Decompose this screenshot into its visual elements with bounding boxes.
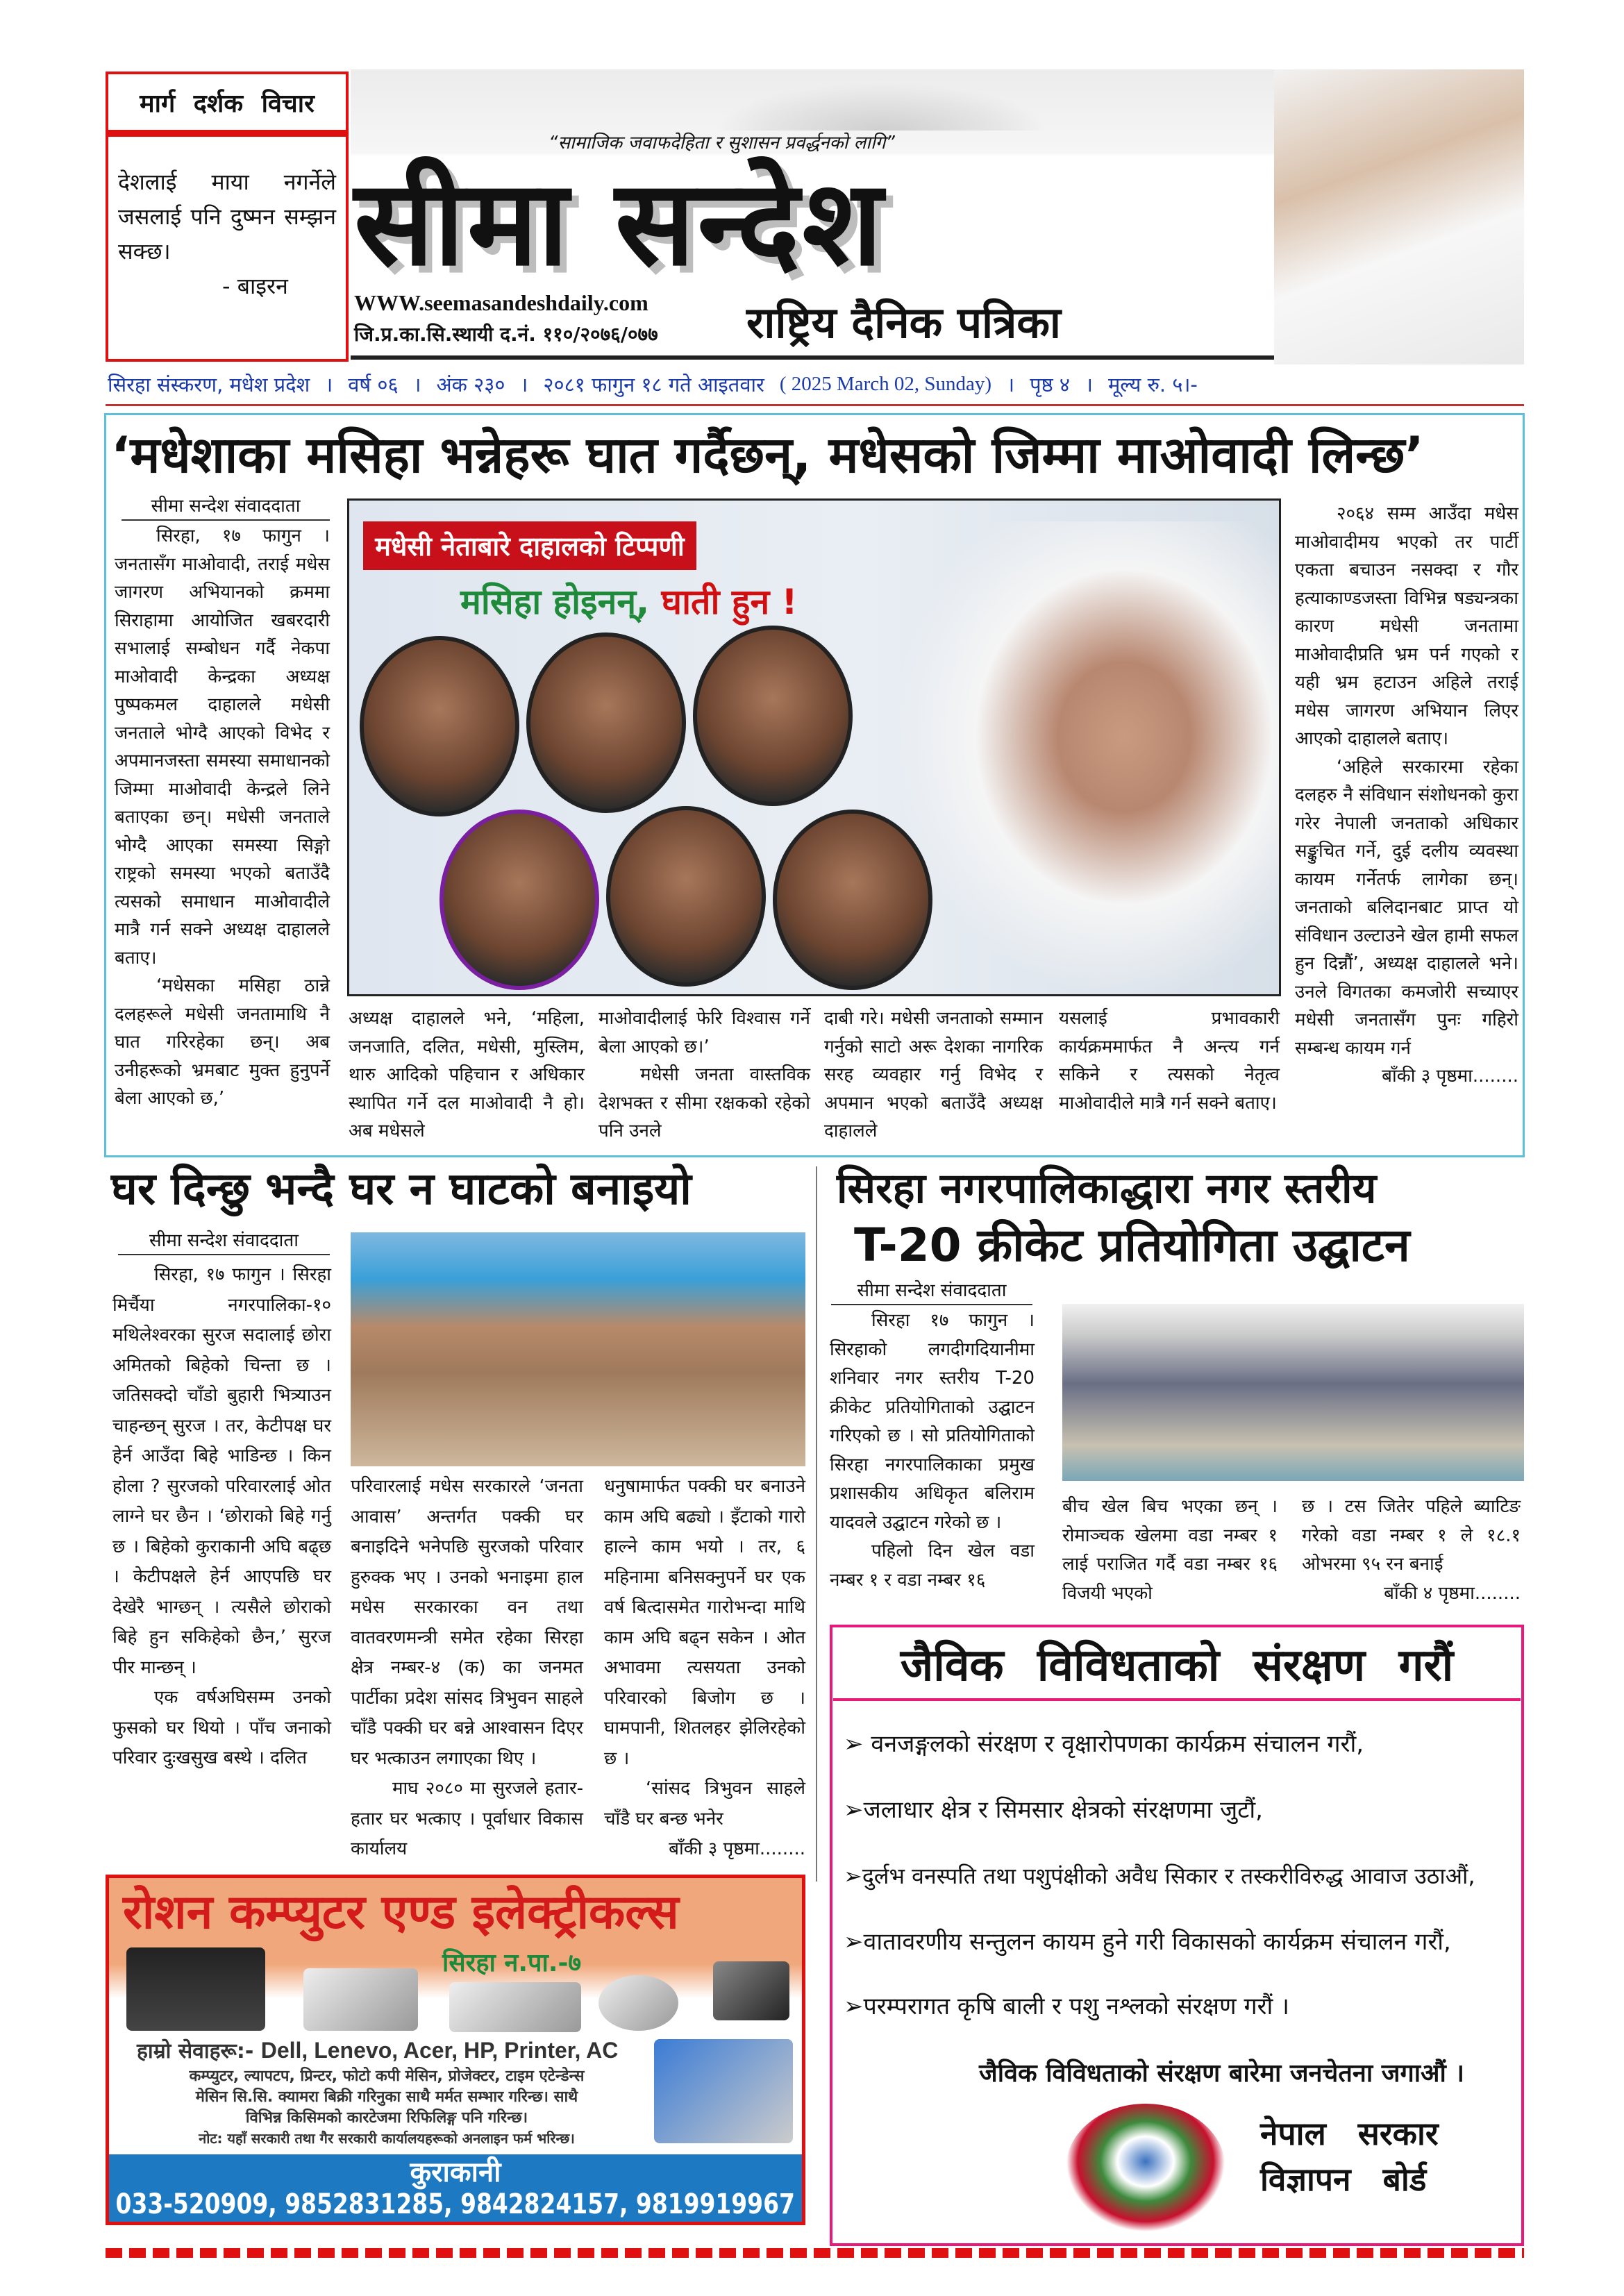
ad-line-text: मेसिन सि.सि. क्यामरा बिक्री गरिनुका साथै मर्मत सम्भार गरिन्छ। साथै bbox=[195, 2088, 578, 2106]
arrow-bullet-icon: ➢ bbox=[844, 1730, 864, 1758]
ad-line bbox=[130, 2088, 644, 2106]
bullet-text: वनजङ्गलको संरक्षण र वृक्षारोपणका कार्यक्रम संचालन गरौं, bbox=[871, 1730, 1364, 1758]
house-article-col2 bbox=[351, 1472, 583, 1865]
paragraph: मधेसी जनता वास्तविक देशभक्त र सीमा रक्षकको रहेको पनि उनले bbox=[598, 1064, 810, 1141]
house-article-col3 bbox=[604, 1472, 805, 1865]
projector-image bbox=[449, 1982, 581, 2032]
quote-author: - बाइरन bbox=[222, 273, 288, 299]
cricket-headline-line1 bbox=[837, 1164, 1517, 1214]
ad-note bbox=[130, 2129, 644, 2148]
ad-contact bbox=[109, 2154, 802, 2222]
issuer-line1: नेपाल सरकार bbox=[1260, 2115, 1439, 2152]
paragraph: परिवारलाई मधेस सरकारले ‘जनता आवास’ अन्तर्गत पक्की घर बनाइदिने भनेपछि सुरजको परिवार हुरुक्क भए । उनको भनाइमा हाल मधेस सरकारका वन तथा वातवरणमन्त्री समेत रहेका सिरहा क्षेत्र नम्बर-४ (क) का जनमत पार्टीका प्रदेश सांसद त्रिभुवन साहले चाँडै पक्की घर बन्ने आश्वासन दिएर घर भत्काउन लगाएका थिए । bbox=[351, 1476, 583, 1769]
notice-title: जैविक विविधताको संरक्षण गरौं bbox=[833, 1628, 1521, 1701]
continued-link[interactable]: बाँकी ४ पृष्ठमा........ bbox=[1384, 1582, 1521, 1604]
model-photo bbox=[1274, 69, 1524, 364]
notice-bullet bbox=[844, 1729, 1514, 1759]
newspaper-title-text: सीमा सन्देश bbox=[354, 155, 886, 292]
column-divider bbox=[816, 1166, 817, 1882]
house-article-col1 bbox=[112, 1260, 331, 1774]
continued-link[interactable]: बाँकी ३ पृष्ठमा........ bbox=[1382, 1066, 1518, 1087]
dahal-photo-collage bbox=[347, 498, 1281, 996]
paragraph: अध्यक्ष दाहालले भने, ‘महिला, जनजाति, दलित, मधेसी, मुस्लिम, थारु आदिको पहिचान र अधिकार स्थापित गर्ने दल माओवादी नै हो। अब मधेसले bbox=[349, 1008, 585, 1141]
price: मूल्य रु. ५।- bbox=[1107, 372, 1198, 396]
quote-box bbox=[106, 133, 349, 362]
masthead-tagline: “सामाजिक जवाफदेहिता र सुशासन प्रवर्द्धनको लागि” bbox=[549, 133, 895, 153]
arrow-bullet-icon: ➢ bbox=[844, 1863, 862, 1889]
page-number: पृष्ठ ४ bbox=[1030, 372, 1070, 396]
notice-bullet bbox=[844, 1795, 1514, 1825]
bullet-text: जलाधार क्षेत्र र सिमसार क्षेत्रको संरक्षणमा जुटौं, bbox=[863, 1796, 1263, 1824]
top-article-col2 bbox=[349, 1005, 585, 1146]
ad-location: सिरहा न.पा.-७ bbox=[442, 1949, 582, 1977]
paragraph: सिरहा, १७ फागुन । जनतासँग माओवादी, तराई मधेस जागरण अभियानको क्रममा सिराहामा आयोजित खबरदारी सभालाई सम्बोधन गर्दै नेकपा माओवादी केन्द्रका अध्यक्ष पुष्पकमल दाहालले मधेसी जनताले भोग्दै आएको विभेद र अपमानजस्ता समस्या समाधानको जिम्मा माओवादी केन्द्रले लिने बताएका छन्। मधेसी जनताले भोग्दै आएका समस्या सिङ्गो राष्ट्रको समस्या भएको बताउँदै त्यसको समाधान माओवादीले मात्रै गर्न सक्ने अध्यक्ष दाहालले बताए। bbox=[115, 526, 330, 969]
paragraph: छ । टस जितेर पहिले ब्याटिङ गरेको वडा नम्बर १ ले १८.१ ओभरमा ९५ रन बनाई bbox=[1302, 1496, 1521, 1575]
paragraph: ‘अहिले सरकारमा रहेका दलहरु नै संविधान संशोधनको कुरा गरेर नेपाली जनताको अधिकार सङ्कुचित गर्ने, दुई दलीय व्यवस्था कायम गर्नेतर्फ लागेका छन्। जनताको बलिदानबाट प्राप्त यो संविधान उल्टाउने खेल हामी सफल हुन दिन्नौं’, अध्यक्ष दाहालले भने। उनले विगतका कमजोरी सच्याएर मधेसी जनतासँग पुनः गहिरो सम्बन्ध कायम गर्न bbox=[1295, 756, 1518, 1059]
cricket-headline-line2 bbox=[854, 1218, 1514, 1273]
byline: सीमा सन्देश संवाददाता bbox=[831, 1277, 1032, 1305]
paragraph: माघ २०८० मा सुरजले हतार-हतार घर भत्काए । पूर्वाधार विकास कार्यालय bbox=[351, 1778, 583, 1859]
issue: अंक २३० bbox=[436, 372, 505, 396]
cctv-camera-image bbox=[713, 1961, 789, 2020]
dashed-border bbox=[106, 2248, 1524, 2258]
bullet-text: परम्परागत कृषि बाली र पशु नश्लको संरक्षण गरौं । bbox=[863, 1993, 1289, 2020]
computer-shop-advertisement bbox=[106, 1875, 805, 2225]
ad-note-text: नोट: यहाँ सरकारी तथा गैर सरकारी कार्यालयहरूको अनलाइन फर्म भरिन्छ। bbox=[199, 2130, 575, 2147]
house-article-headline-text: घर दिन्छु भन्दै घर न घाटको बनाइयो bbox=[111, 1164, 692, 1215]
dome-camera-image bbox=[598, 1975, 678, 2031]
masthead-subtitle bbox=[746, 295, 1267, 351]
bullet-text: वातावरणीय सन्तुलन कायम हुने गरी विकासको कार्यक्रम संचालन गरौं, bbox=[863, 1928, 1451, 1956]
quote-text: देशलाई माया नगर्नेले जसलाई पनि दुष्मन सम्झन सक्छ। bbox=[118, 169, 336, 265]
cricket-article-col3 bbox=[1302, 1493, 1521, 1608]
issuer-line2: विज्ञापन बोर्ड bbox=[1260, 2161, 1427, 2198]
paragraph: पहिलो दिन खेल वडा नम्बर १ र वडा नम्बर १६ bbox=[830, 1541, 1035, 1591]
paragraph: माओवादीलाई फेरि विश्वास गर्ने बेला आएको छ।’ bbox=[598, 1008, 810, 1057]
slogan-green: मसिहा होइनन्, bbox=[460, 582, 650, 622]
ad-services bbox=[137, 2036, 637, 2065]
ad-title-text: रोशन कम्प्युटर एण्ड इलेक्ट्रीकल्स bbox=[123, 1885, 679, 1940]
paragraph: बीच खेल बिच भएका छन् । रोमाञ्चक खेलमा वडा नम्बर १ लाई पराजित गर्दै वडा नम्बर १६ विजयी भएको bbox=[1062, 1496, 1278, 1604]
continued-link[interactable]: बाँकी ३ पृष्ठमा........ bbox=[669, 1838, 805, 1859]
masthead-rule bbox=[351, 355, 1274, 360]
services-brands: Dell, Lenevo, Acer, HP, Printer, AC bbox=[260, 2038, 619, 2063]
services-label: हाम्रो सेवाहरू:- bbox=[137, 2039, 254, 2063]
ad-line bbox=[130, 2067, 644, 2086]
notice-bullet bbox=[844, 1861, 1514, 1891]
paragraph: २०६४ सम्म आउँदा मधेस माओवादीमय भएको तर पार्टी एकता बचाउन नसक्दा र गौर हत्याकाण्डजस्ता विभिन्न षड्यन्त्रका कारण मधेसी जनतामा माओवादीप्रति भ्रम पर्न गएको र यही भ्रम हटाउन अहिले तराई मधेस जागरण अभियान लिएर आएको दाहालले बताए। bbox=[1295, 503, 1518, 749]
phone-numbers: 033-520909, 9852831285, 9842824157, 9819919967 bbox=[115, 2188, 796, 2220]
cricket-article-col2 bbox=[1062, 1493, 1278, 1608]
top-article-col3 bbox=[598, 1005, 810, 1146]
photo-slogan bbox=[460, 577, 797, 624]
photo-banner: मधेसी नेताबारे दाहालको टिप्पणी bbox=[363, 521, 696, 570]
arrow-bullet-icon: ➢ bbox=[844, 1993, 864, 2020]
cricket-article-col1 bbox=[830, 1307, 1035, 1595]
notice-bullet bbox=[844, 1927, 1514, 1957]
paragraph: दाबी गरे। मधेसी जनताको सम्मान गर्नुको साटो अरू देशका नागरिक सरह व्यवहार गर्नु विभेद र अपमान भएको बताउँदै अध्यक्ष दाहालले bbox=[824, 1008, 1043, 1141]
newspaper-title bbox=[354, 155, 1271, 292]
paragraph: धनुषामार्फत पक्की घर बनाउने काम अघि बढ्यो । इँटाको गारो हाल्ने काम भयो । तर, ६ महिनामा बनिसक्नुपर्ने घर एक वर्ष बित्दासमेत गारोभन्दा माथि काम अघि बढ्न सकेन । ओत अभावमा त्यसयता उनको परिवारको बिजोग छ । घामपानी, शितलहर झेलिरहेको छ । bbox=[604, 1476, 805, 1769]
paragraph: एक वर्षअघिसम्म उनको फुसको घर थियो । पाँच जनाको परिवार दुःखसुख बस्थे । दलित bbox=[112, 1687, 331, 1768]
paragraph: ‘सांसद त्रिभुवन साहले चाँडै घर बन्छ भनेर bbox=[604, 1778, 805, 1829]
divider bbox=[106, 404, 1524, 406]
notice-issuer bbox=[1260, 2111, 1439, 2202]
top-article-right-col bbox=[1295, 500, 1518, 1091]
leader-portrait bbox=[606, 806, 766, 987]
speaker-photo bbox=[891, 521, 1280, 996]
leader-portrait bbox=[526, 632, 686, 813]
contact-label: कुराकानी bbox=[410, 2156, 501, 2188]
edition: सिरहा संस्करण, मधेश प्रदेश bbox=[108, 372, 310, 396]
top-article-headline-text: ‘मधेशाका मसिहा भन्नेहरू घात गर्दैछन्, मधेसको जिम्मा माओवादी लिन्छ’ bbox=[111, 426, 1424, 484]
nepal-emblem-logo bbox=[1066, 2104, 1225, 2232]
separator: । bbox=[1085, 372, 1093, 396]
top-article-headline bbox=[111, 424, 1521, 487]
laptop-image bbox=[654, 2039, 793, 2143]
paragraph: सिरहा, १७ फागुन । सिरहा मिर्चैया नगरपालिका-१० मथिलेश्वरका सुरज सदालाई छोरा अमितको बिहेको चिन्ता छ । जतिसक्दो चाँडो बुहारी भित्र्याउन चाहन्छन् सुरज । तर, केटीपक्ष घर हेर्न आउँदा बिहे भाडिन्छ । किन होला ? सुरजको परिवारलाई ओत लाग्ने घर छैन । ‘छोराको बिहे गर्नु छ । बिहेको कुराकानी अघि बढ्छ । केटीपक्षले हेर्न आएपछि घर देखेरै भाग्छन् । त्यसैले छोराको बिहे हुन सकिहेको छैन,’ सुरज पीर मान्छन् । bbox=[112, 1264, 331, 1678]
top-article-col4 bbox=[824, 1005, 1043, 1146]
leader-portrait bbox=[693, 626, 853, 806]
paragraph: यसलाई प्रभावकारी कार्यक्रममार्फत नै अन्त्य गर्न सकिने र त्यसको नेतृत्व माओवादीले मात्रै गर्न सक्ने बताए। bbox=[1059, 1008, 1280, 1114]
paragraph: ‘मधेसका मसिहा ठान्ने दलहरूले मधेसी जनतामाथि नै घात गरिरहेका छन्। अब उनीहरूको भ्रमबाट मुक्त हुनुपर्ने बेला आएको छ,’ bbox=[115, 975, 330, 1109]
house-article-headline bbox=[111, 1163, 805, 1216]
ad-line-text: कम्प्युटर, ल्यापटप, प्रिन्टर, फोटो कपी मेसिन, प्रोजेक्टर, टाइम एटेन्डेन्स bbox=[189, 2068, 585, 2085]
top-article-col1 bbox=[115, 522, 330, 1113]
leader-portrait bbox=[773, 810, 932, 990]
notice-slogan: जैविक विविधताको संरक्षण बारेमा जनचेतना जगाऔं । bbox=[979, 2059, 1465, 2088]
byline: सीमा सन्देश संवाददाता bbox=[118, 1227, 330, 1255]
masthead-subtitle-text: राष्ट्रिय दैनिक पत्रिका bbox=[746, 297, 1061, 348]
separator: । bbox=[325, 372, 333, 396]
cricket-photo bbox=[1062, 1304, 1524, 1481]
house-photo bbox=[351, 1232, 805, 1466]
cricket-headline-line2-text: T-20 क्रीकेट प्रतियोगिता उद्घाटन bbox=[854, 1218, 1410, 1272]
leader-portrait bbox=[440, 810, 599, 990]
notice-bullet bbox=[844, 1991, 1514, 2022]
printer-image bbox=[303, 1968, 418, 2031]
top-article-col5 bbox=[1059, 1005, 1280, 1117]
ornament-decoration bbox=[715, 82, 1048, 131]
byline: सीमा सन्देश संवाददाता bbox=[122, 493, 330, 521]
quote-heading: मार्ग दर्शक विचार bbox=[106, 72, 349, 133]
bullet-text: दुर्लभ वनस्पति तथा पशुपंक्षीको अवैध सिकार र तस्करीविरुद्ध आवाज उठाऔं, bbox=[862, 1863, 1475, 1889]
slogan-red: घाती हुन ! bbox=[661, 582, 798, 622]
website-link[interactable]: WWW.seemasandeshdaily.com bbox=[354, 290, 648, 315]
ad-line-text: विभिन्न किसिमको कारटेजमा रिफिलिङ्ग पनि गरिन्छ। bbox=[245, 2109, 528, 2127]
arrow-bullet-icon: ➢ bbox=[844, 1928, 864, 1956]
dateline bbox=[108, 368, 1524, 400]
ad-line bbox=[130, 2109, 644, 2127]
leader-portrait bbox=[360, 636, 519, 816]
cricket-headline-line1-text: सिरहा नगरपालिकाद्धारा नगर स्तरीय bbox=[837, 1164, 1377, 1213]
ad-title bbox=[123, 1884, 789, 1942]
registration-number: जि.प्र.का.सि.स्थायी द.नं. ११०/२०७६/०७७ bbox=[354, 323, 658, 346]
date-english: ( 2025 March 02, Sunday) bbox=[779, 372, 992, 395]
paragraph: सिरहा १७ फागुन । सिरहाको लगदीगदियानीमा शनिवार नगर स्तरीय T-20 क्रीकेट प्रतियोगिताको उद्घाटन गरिएको छ । सो प्रतियोगिताको सिरहा नगरपालिकाका प्रमुख प्रशासकीय अधिकृत बलिराम यादवले उद्घाटन गरेको छ । bbox=[830, 1310, 1035, 1533]
separator: । bbox=[520, 372, 528, 396]
year: वर्ष ०६ bbox=[348, 372, 399, 396]
separator: । bbox=[1007, 372, 1015, 396]
date-nepali: २०८१ फागुन १८ गते आइतवार bbox=[543, 372, 764, 396]
arrow-bullet-icon: ➢ bbox=[844, 1796, 864, 1824]
separator: । bbox=[413, 372, 421, 396]
desktop-computer-image bbox=[126, 1947, 265, 2031]
